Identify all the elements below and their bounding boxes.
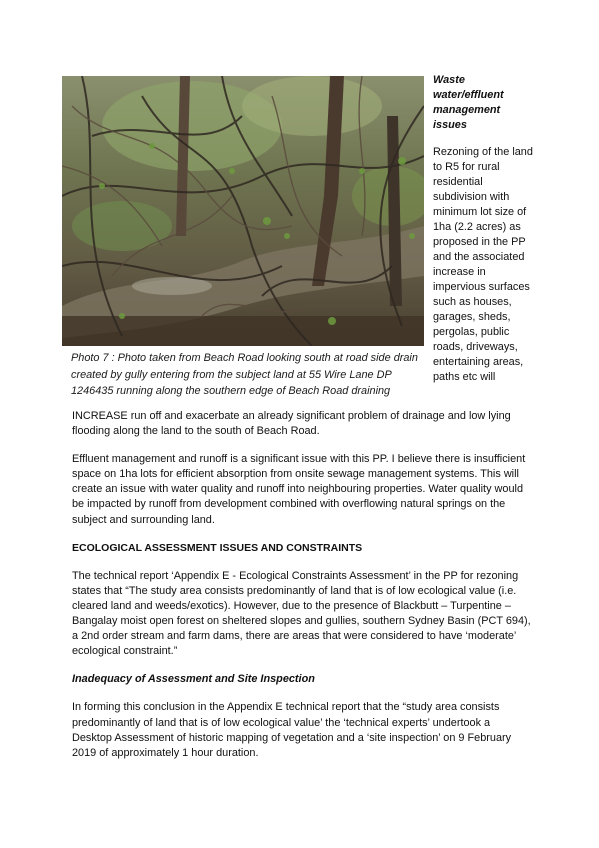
paragraph-site-inspection: In forming this conclusion in the Appendix E technical report that the “study area consists predominantly of land that is of low ecological value’ the ‘technical experts’ undertook a Desktop Assessment of historic mapping of vegetation and a ‘site inspection’ on 9 February 2019 of approximately 1 hour duration.: [72, 701, 512, 759]
sidebar-column: [433, 73, 533, 385]
photo-caption: Photo 7 : Photo taken from Beach Road looking south at road side drain created by gully entering from the subject land at 55 Wire Lane DP 1246435 running along the southern edge of Beach Road draining: [71, 352, 418, 397]
paragraph-technical-report: The technical report ‘Appendix E - Ecological Constraints Assessment’ in the PP for rezoning states that “The study area consists predominantly of land that is of low ecological value (i.e. cleared land and weeds/exotics). However, due to the presence of Blackbutt – Turpentine – Bangalay moist open forest on sheltered slopes and gullies, southern Sydney Basin (PCT 694), a 2nd order stream and farm dams, there are areas that were considered to have ‘moderate’ ecological constraint.”: [72, 569, 531, 658]
bushland-drain-photo: [62, 76, 424, 346]
paragraph-runoff: INCREASE run off and exacerbate an already significant problem of drainage and low lying flooding along the land to the south of Beach Road.: [72, 410, 511, 438]
inadequacy-heading: Inadequacy of Assessment and Site Inspection: [72, 673, 315, 686]
waste-water-heading: Waste water/effluent management issues: [433, 74, 504, 131]
body-text: [72, 409, 532, 774]
photo-graphic: [62, 76, 424, 346]
paragraph-effluent: Effluent management and runoff is a significant issue with this PP. I believe there is insufficient space on 1ha lots for efficient absorption from onsite sewage management systems. This will create an issue with water quality and runoff into neighbouring properties. Water quality would be impacted by runoff from development combined with overflowing natural springs on the subject and surrounding land.: [72, 453, 526, 526]
waste-water-text: Rezoning of the land to R5 for rural residential subdivision with minimum lot size of 1ha (2.2 acres) as proposed in the PP and the associated increase in impervious surfaces such as houses, garages, sheds, pergolas, public roads, driveways, entertaining areas, paths etc will: [433, 146, 533, 383]
ecological-heading: ECOLOGICAL ASSESSMENT ISSUES AND CONSTRAINTS: [72, 541, 363, 554]
